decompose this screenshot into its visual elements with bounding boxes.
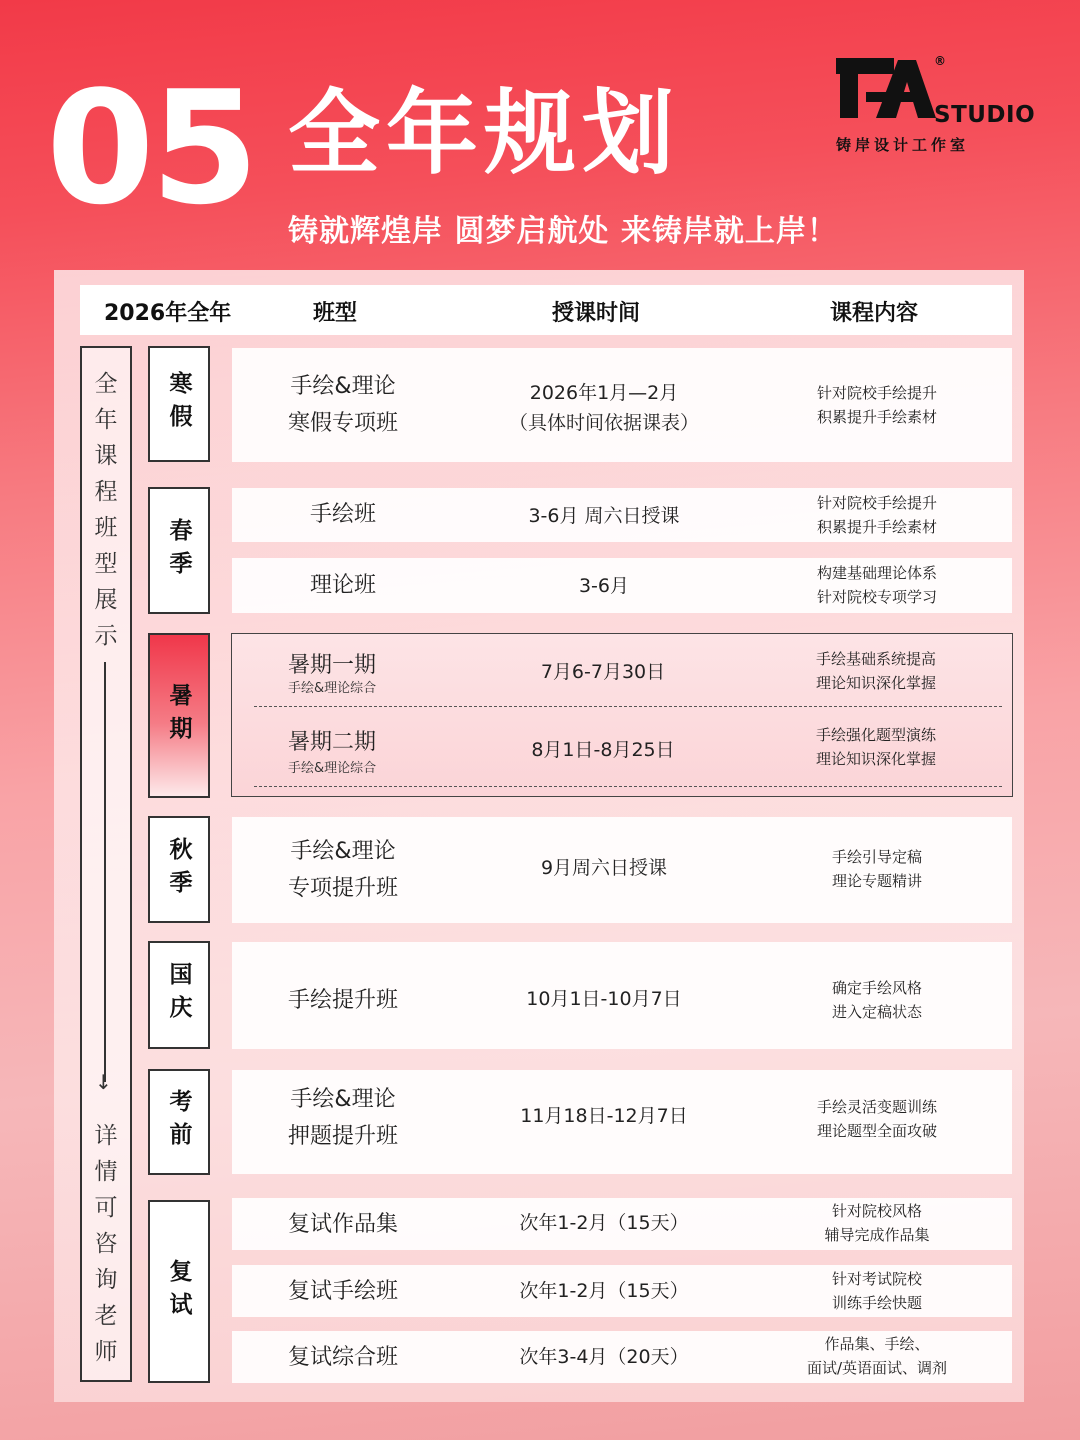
header-time: 授课时间 xyxy=(552,301,641,326)
class-name: 暑期二期 xyxy=(288,730,377,755)
season-autumn: 秋季 xyxy=(148,816,210,923)
sidebar-top-text: 全年课程班型展示 xyxy=(94,371,118,649)
page-title: 全年规划 xyxy=(288,80,681,187)
class-content: 针对考试院校 训练手绘快题 xyxy=(831,1270,922,1312)
timeline-line xyxy=(104,662,106,1082)
class-name: 手绘&理论 专项提升班 xyxy=(287,839,398,901)
class-content: 确定手绘风格 进入定稿状态 xyxy=(831,979,922,1021)
class-content: 针对院校风格 辅导完成作品集 xyxy=(824,1202,930,1244)
class-name: 复试综合班 xyxy=(287,1345,398,1370)
registered-mark: ® xyxy=(934,54,946,68)
class-content: 针对院校手绘提升 积累提升手绘素材 xyxy=(816,494,937,536)
class-time: 3-6月 周六日授课 xyxy=(528,505,680,527)
class-name: 手绘班 xyxy=(309,502,376,527)
logo-subtitle: 铸岸设计工作室 xyxy=(836,136,970,154)
class-name: 复试作品集 xyxy=(287,1212,398,1237)
studio-logo xyxy=(836,52,1036,162)
class-content: 针对院校手绘提升 积累提升手绘素材 xyxy=(816,384,937,426)
logo-studio-text: STUDIO xyxy=(934,102,1036,128)
season-summer: 暑期 xyxy=(148,633,210,798)
class-time: 2026年1月—2月 （具体时间依据课表） xyxy=(508,382,699,434)
class-name: 理论班 xyxy=(309,573,376,598)
class-time: 3-6月 xyxy=(578,575,630,597)
table-row xyxy=(232,558,1012,613)
class-content: 手绘基础系统提高 理论知识深化掌握 xyxy=(815,650,936,692)
class-content: 手绘引导定稿 理论专题精讲 xyxy=(831,848,922,890)
class-time: 7月6-7月30日 xyxy=(540,661,666,683)
sidebar-bottom-text: 详情可咨询老师 xyxy=(94,1123,118,1365)
class-subtitle: 手绘&理论综合 xyxy=(288,761,377,776)
season-national: 国庆 xyxy=(148,941,210,1049)
row-divider xyxy=(254,706,1002,707)
class-time: 次年1-2月（15天） xyxy=(519,1280,689,1302)
class-time: 次年1-2月（15天） xyxy=(519,1212,689,1234)
class-content: 手绘灵活变题训练 理论题型全面攻破 xyxy=(816,1098,937,1140)
slogan: 铸就辉煌岸 圆梦启航处 来铸岸就上岸！ xyxy=(288,214,838,249)
header-year: 2026年全年 xyxy=(104,301,232,326)
table-row xyxy=(232,1331,1012,1383)
class-subtitle: 手绘&理论综合 xyxy=(288,681,377,696)
class-name: 暑期一期 xyxy=(288,653,377,678)
season-retest: 复试 xyxy=(148,1200,210,1383)
season-spring: 春季 xyxy=(148,487,210,614)
season-exam: 考前 xyxy=(148,1069,210,1175)
logo-mark-icon xyxy=(836,52,936,124)
row-divider xyxy=(254,786,1002,787)
table-row xyxy=(232,488,1012,542)
table-row xyxy=(232,1198,1012,1250)
table-row xyxy=(232,1265,1012,1317)
arrow-down-icon: ↓ xyxy=(95,1070,112,1094)
class-time: 11月18日-12月7日 xyxy=(520,1105,688,1127)
class-name: 手绘&理论 寒假专项班 xyxy=(287,374,398,436)
header-class-type: 班型 xyxy=(313,301,358,326)
class-time: 8月1日-8月25日 xyxy=(531,739,675,761)
header-content: 课程内容 xyxy=(830,301,919,326)
summer-block xyxy=(231,633,1013,797)
class-name: 复试手绘班 xyxy=(287,1279,398,1304)
table-row xyxy=(232,942,1012,1049)
table-row xyxy=(232,348,1012,462)
section-number: 05 xyxy=(46,57,256,239)
sidebar-timeline xyxy=(80,346,132,1382)
class-name: 手绘提升班 xyxy=(287,988,398,1013)
class-content: 手绘强化题型演练 理论知识深化掌握 xyxy=(815,726,936,768)
class-content: 构建基础理论体系 针对院校专项学习 xyxy=(816,564,937,606)
table-header xyxy=(80,285,1012,335)
class-time: 9月周六日授课 xyxy=(540,857,668,879)
table-row xyxy=(232,1070,1012,1174)
season-winter: 寒假 xyxy=(148,346,210,462)
table-row xyxy=(232,817,1012,923)
class-time: 次年3-4月（20天） xyxy=(519,1346,689,1368)
class-time: 10月1日-10月7日 xyxy=(526,988,682,1010)
class-content: 作品集、手绘、 面试/英语面试、调剂 xyxy=(806,1335,948,1377)
class-name: 手绘&理论 押题提升班 xyxy=(287,1087,398,1149)
